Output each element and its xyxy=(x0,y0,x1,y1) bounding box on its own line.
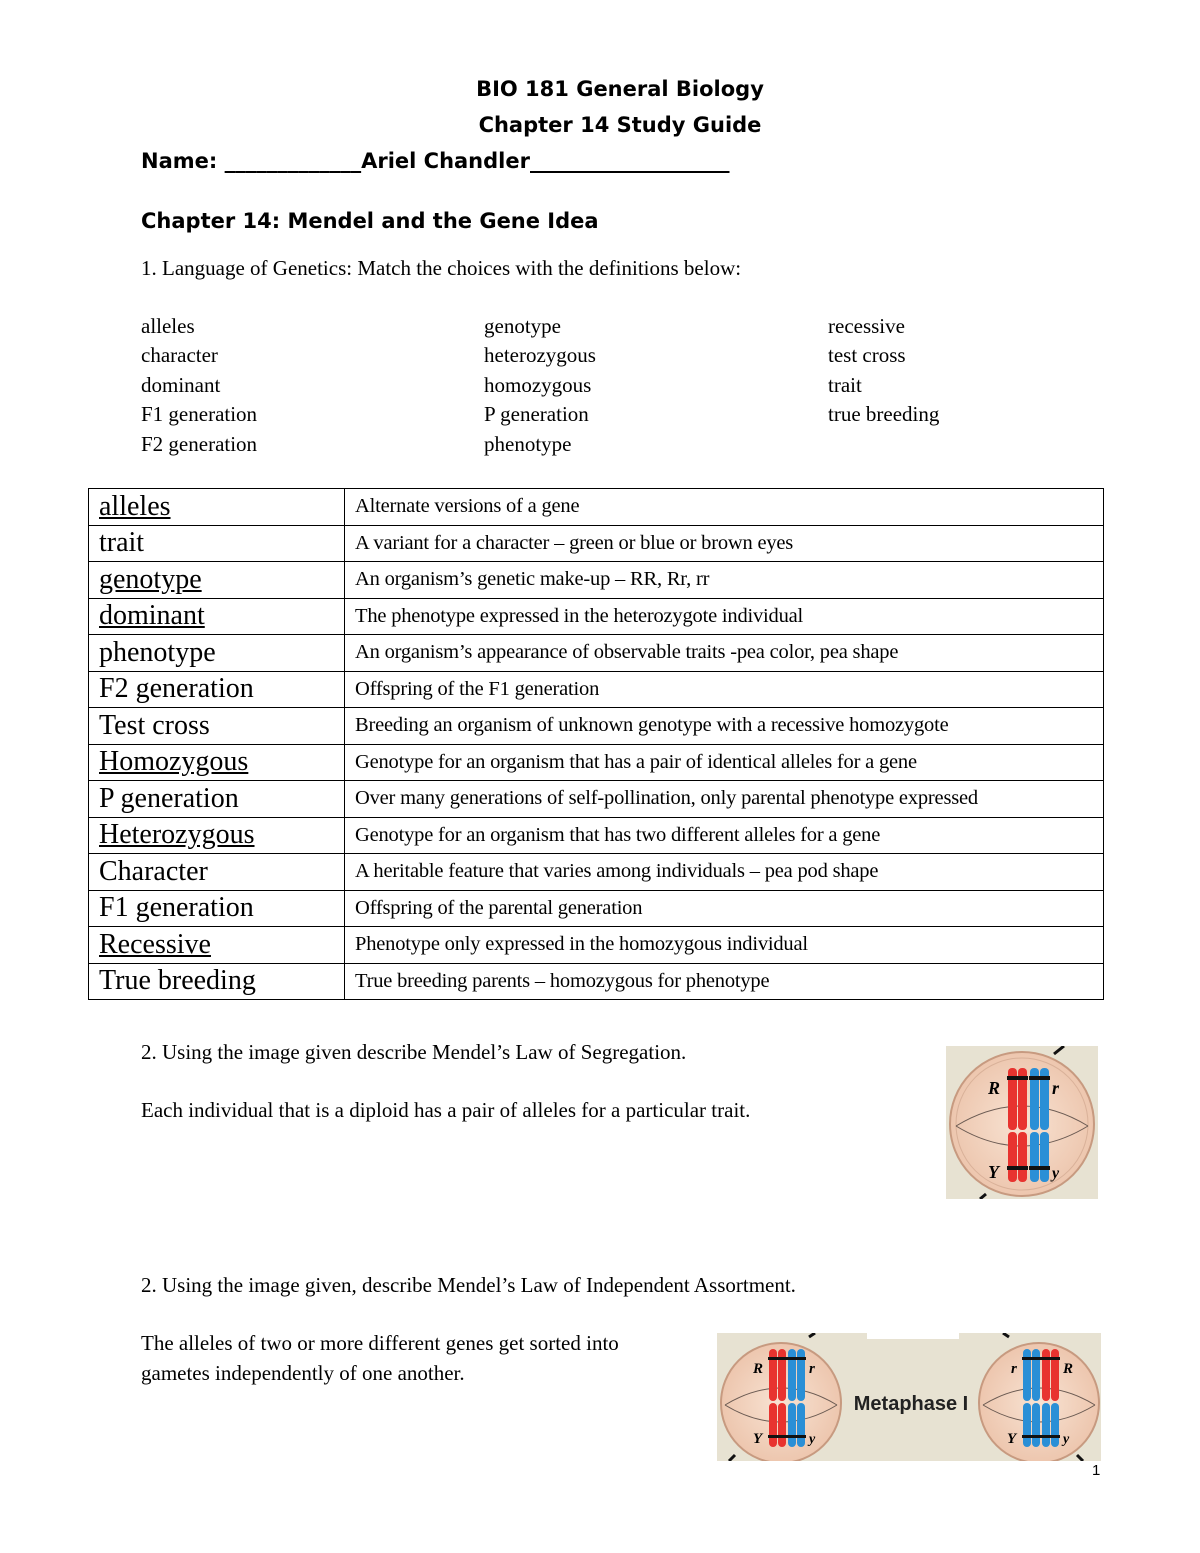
independent-assortment-figure-svg xyxy=(717,1333,1101,1461)
term-cell: phenotype xyxy=(89,635,345,672)
term-cell: True breeding xyxy=(89,963,345,1000)
allele-label-y: y xyxy=(1052,1165,1060,1182)
term-cell: Heterozygous xyxy=(89,817,345,854)
glossary-table xyxy=(88,488,1104,1000)
table-row xyxy=(89,671,1104,708)
definition-cell: Offspring of the F1 generation xyxy=(345,671,1104,708)
q3-prompt: 2. Using the image given, describe Mendel’s Law of Independent Assortment. xyxy=(141,1273,796,1297)
definition-cell: Over many generations of self-pollination, only parental phenotype expressed xyxy=(345,781,1104,818)
segregation-figure-svg xyxy=(946,1046,1098,1199)
definition-cell: A variant for a character – green or blue or brown eyes xyxy=(345,525,1104,562)
table-row xyxy=(89,489,1104,526)
term-cell: dominant xyxy=(89,598,345,635)
table-row xyxy=(89,781,1104,818)
table-row xyxy=(89,525,1104,562)
term-cell: Homozygous xyxy=(89,744,345,781)
table-row xyxy=(89,854,1104,891)
right-allele-y: y xyxy=(1063,1432,1070,1447)
term-cell: Recessive xyxy=(89,927,345,964)
word-bank-col-1 xyxy=(141,312,257,459)
definition-cell: An organism’s genetic make-up – RR, Rr, rr xyxy=(345,562,1104,599)
definition-cell: Genotype for an organism that has two different alleles for a gene xyxy=(345,817,1104,854)
choice: dominant xyxy=(141,372,221,397)
name-value: _____________Ariel Chandler___________________ xyxy=(224,149,730,173)
choice: homozygous xyxy=(484,372,592,397)
allele-label-R: R xyxy=(988,1078,1001,1098)
table-row xyxy=(89,817,1104,854)
choice: F1 generation xyxy=(141,402,258,427)
term-cell: trait xyxy=(89,525,345,562)
left-allele-r: r xyxy=(809,1361,815,1377)
segregation-figure xyxy=(946,1046,1098,1199)
definition-cell: Breeding an organism of unknown genotype with a recessive homozygote xyxy=(345,708,1104,745)
chapter-heading: Chapter 14: Mendel and the Gene Idea xyxy=(141,209,599,233)
q2-prompt: 2. Using the image given describe Mendel’s Law of Segregation. xyxy=(141,1040,687,1064)
choice: alleles xyxy=(141,314,195,338)
definition-cell: A heritable feature that varies among individuals – pea pod shape xyxy=(345,854,1104,891)
allele-label-r: r xyxy=(1052,1078,1060,1098)
term-cell: P generation xyxy=(89,781,345,818)
left-allele-Y: Y xyxy=(753,1431,763,1447)
allele-label-Y: Y xyxy=(988,1162,999,1182)
choice: true breeding xyxy=(828,402,940,427)
word-bank-col-2 xyxy=(484,312,596,459)
table-row xyxy=(89,635,1104,672)
definition-cell: Genotype for an organism that has a pair of identical alleles for a gene xyxy=(345,744,1104,781)
table-row xyxy=(89,562,1104,599)
choice: heterozygous xyxy=(484,343,596,368)
definition-cell: Offspring of the parental generation xyxy=(345,890,1104,927)
choice: character xyxy=(141,343,218,368)
independent-assortment-figure xyxy=(717,1333,1101,1461)
table-row xyxy=(89,598,1104,635)
q2-answer: Each individual that is a diploid has a pair of alleles for a particular trait. xyxy=(141,1098,751,1122)
term-cell: F2 generation xyxy=(89,671,345,708)
q3-answer-line-2: gametes independently of one another. xyxy=(141,1361,465,1385)
choice: recessive xyxy=(828,314,905,338)
table-row xyxy=(89,963,1104,1000)
definition-cell: True breeding parents – homozygous for phenotype xyxy=(345,963,1104,1000)
right-allele-Y: Y xyxy=(1007,1431,1017,1447)
table-row xyxy=(89,890,1104,927)
choice: test cross xyxy=(828,343,906,368)
table-row xyxy=(89,927,1104,964)
choice: trait xyxy=(828,372,862,397)
term-cell: alleles xyxy=(89,489,345,526)
left-allele-R: R xyxy=(753,1361,764,1377)
term-cell: genotype xyxy=(89,562,345,599)
name-line xyxy=(141,149,729,173)
choice: phenotype xyxy=(484,431,572,456)
guide-title: Chapter 14 Study Guide xyxy=(478,113,762,137)
choice: P generation xyxy=(484,402,589,427)
word-bank-col-3 xyxy=(828,312,939,430)
q3-answer-line-1: The alleles of two or more different genes get sorted into xyxy=(141,1331,619,1355)
term-cell: Character xyxy=(89,854,345,891)
right-allele-R: R xyxy=(1063,1361,1074,1377)
table-row xyxy=(89,744,1104,781)
definition-cell: Phenotype only expressed in the homozygous individual xyxy=(345,927,1104,964)
term-cell: Test cross xyxy=(89,708,345,745)
left-allele-y: y xyxy=(809,1432,816,1447)
page-number: 1 xyxy=(1092,1462,1101,1479)
metaphase-label: Metaphase I xyxy=(853,1393,969,1415)
definition-cell: The phenotype expressed in the heterozygote individual xyxy=(345,598,1104,635)
definition-cell: Alternate versions of a gene xyxy=(345,489,1104,526)
q1-prompt: 1. Language of Genetics: Match the choices with the definitions below: xyxy=(141,256,742,280)
term-cell: F1 generation xyxy=(89,890,345,927)
table-row xyxy=(89,708,1104,745)
choice: genotype xyxy=(484,314,561,338)
name-label: Name: xyxy=(141,149,218,173)
right-allele-r: r xyxy=(1011,1361,1017,1377)
definition-cell: An organism’s appearance of observable traits -pea color, pea shape xyxy=(345,635,1104,672)
course-title: BIO 181 General Biology xyxy=(476,77,764,101)
choice: F2 generation xyxy=(141,431,258,456)
